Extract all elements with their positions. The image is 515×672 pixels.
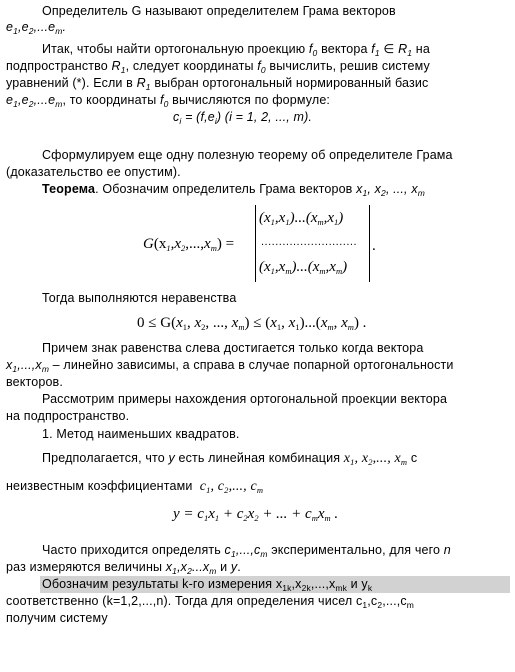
sym: ,	[367, 182, 372, 196]
sub: 0	[260, 65, 266, 75]
text-span: Часто приходится определять	[42, 543, 221, 557]
sym: x	[174, 236, 182, 252]
sub: 1	[120, 65, 126, 75]
sym: ,	[385, 182, 390, 196]
sym: 0 ≤ G	[137, 315, 172, 331]
sub: 1	[13, 99, 18, 109]
sym: x	[411, 182, 418, 196]
text-span: 1. Метод наименьших квадратов.	[42, 427, 240, 441]
sym: x	[204, 236, 211, 252]
text-span: получим систему	[6, 611, 108, 625]
sym: e	[6, 93, 14, 107]
text-span: уравнений (*). Если в	[6, 76, 133, 90]
sym: ,e	[18, 20, 29, 34]
text-line-11	[42, 392, 447, 407]
det-right-bar	[369, 205, 370, 282]
text-span: соответственно (k=1,2,...,n). Тогда для определения чисел	[6, 594, 353, 608]
sym: (x	[153, 236, 167, 252]
text-line-1	[42, 4, 396, 19]
sym: G	[143, 236, 154, 252]
text-line-14: Предполагается, что y есть линейная комбинация $x_1$, $x_2$,..., $x_m$ с	[42, 451, 418, 467]
sym: = (f,e	[181, 110, 215, 124]
text-line-15: неизвестным коэффициентами $c_1$, $c_2$,..., $c_m$	[6, 479, 264, 495]
det-period: .	[372, 238, 376, 254]
sym: n	[443, 543, 451, 557]
linear-combination: $y = c_1x_1 + c_2x_2$ + ... + $c_mx_m$ .	[173, 506, 339, 523]
sub: 2	[181, 243, 186, 253]
text-span: раз измеряются величины	[6, 560, 163, 574]
text-span: . Обозначим определитель Грама векторов	[95, 182, 353, 196]
text-span: на	[415, 42, 430, 56]
text-span: вектора	[321, 42, 368, 56]
text-span: , то координаты	[62, 93, 157, 107]
sym: .	[62, 20, 67, 34]
text-span: Сформулируем еще одну полезную теорему об определителе Грама	[42, 148, 453, 162]
sym: ,e	[18, 93, 29, 107]
text-span: на подпространство.	[6, 409, 130, 423]
text-span: , следует координаты	[125, 59, 254, 73]
text-span: есть линейная комбинация	[178, 451, 341, 465]
text-line-10	[6, 375, 63, 390]
sub: 2	[381, 188, 386, 198]
text-line-8	[42, 341, 424, 356]
text-span: (доказательство ее опустим).	[6, 165, 181, 179]
sym: x	[374, 182, 382, 196]
text-line-9: $x_1,...,x_m$ – линейно зависимы, а справа в случае попарной ортогональности	[6, 358, 454, 374]
formula-ci	[173, 110, 312, 129]
theorem-line: Теорема. Обозначим определитель Грама векторов $x_1$, $x_2$, ..., $x_m$	[42, 182, 425, 198]
sym: f	[371, 42, 375, 56]
text-line-7	[6, 165, 181, 180]
inequality: $0 \le G(x_1$, $x_2$, ..., $x_m) \le (x_1$, $x_1)...(x_m$, $x_m$) .	[137, 315, 367, 332]
text-line-13	[42, 427, 240, 442]
sub: 1	[13, 26, 18, 36]
sym: c	[173, 110, 180, 124]
sub: i	[214, 116, 217, 126]
vector-list-e	[6, 20, 66, 39]
sym: f	[308, 42, 313, 56]
sym: f	[160, 93, 164, 107]
sym: R	[136, 76, 146, 90]
sub: m	[55, 99, 63, 109]
text-line-20	[6, 611, 108, 626]
text-line-12	[6, 409, 129, 424]
sub: i	[179, 116, 182, 126]
sym: R	[111, 59, 121, 73]
text-line-19: соответственно (k=1,2,...,n). Тогда для определения чисел $c_1,c_2,...,c_m$	[6, 594, 414, 610]
sub: 1	[145, 82, 151, 92]
sub: 2	[28, 99, 34, 109]
text-line-18: Обозначим результаты k-го измерения $x_{1k},x_{2k},...,x_{mk}$ и $y_k$	[42, 577, 373, 593]
sym: ) =	[216, 236, 235, 252]
text-line-then	[42, 291, 236, 306]
sub: 1	[407, 48, 413, 58]
gram-lhs: $G(x_1,x_2,...,x_m)$ =	[143, 236, 235, 253]
text-span: с	[410, 451, 418, 465]
text-span: подпространство	[6, 59, 108, 73]
text-line-17: раз измеряются величины $x_1,x_2...x_m$ и y.	[6, 560, 241, 576]
sub: 2	[28, 26, 34, 36]
text-span: Определитель G называют определителем Грама векторов	[42, 4, 396, 18]
sub: 1	[374, 48, 380, 58]
text-span: вычислить, решив систему	[269, 59, 430, 73]
sub: 0	[312, 48, 318, 58]
det-row-2: $(x_1,x_m)...(x_m,x_m)$	[259, 259, 348, 276]
sym: ∈	[383, 42, 395, 56]
det-left-bar	[255, 205, 256, 282]
det-row-1: $(x_1,x_1)...(x_m,x_1)$	[259, 210, 344, 227]
sub: 1	[362, 188, 368, 198]
text-line-6	[42, 148, 453, 163]
text-span: и	[220, 560, 228, 574]
text-span: Итак, чтобы найти ортогональную проекцию	[42, 42, 306, 56]
text-span: Причем знак равенства слева достигается только когда вектора	[42, 341, 424, 355]
text-span: Обозначим результаты k-го измерения	[42, 577, 273, 591]
sym: ,...,	[185, 236, 205, 252]
text-span: Рассмотрим примеры нахождения ортогональной проекции вектора	[42, 392, 448, 406]
text-span: экспериментально, для чего	[271, 543, 441, 557]
text-span: вычисляются по формуле:	[172, 93, 331, 107]
sym: y	[168, 451, 175, 465]
text-span: выбран ортогональный нормированный базис	[154, 76, 429, 90]
sym: ,...e	[33, 20, 56, 34]
theorem-label: Теорема	[42, 182, 96, 196]
sym: f	[257, 59, 261, 73]
sym: x	[356, 182, 363, 196]
text-span: и	[350, 577, 358, 591]
det-row-dots: ...........................	[261, 236, 358, 248]
text-span: – линейно зависимы, а справа в случае попарной ортогональности	[52, 358, 454, 372]
sym: ,...e	[33, 93, 56, 107]
text-span: Предполагается, что	[42, 451, 165, 465]
sub: m	[210, 243, 217, 253]
sub: m	[55, 26, 63, 36]
text-span: Тогда выполняются неравенства	[42, 291, 237, 305]
sym: y	[230, 560, 238, 574]
sym: ≤	[253, 315, 262, 331]
text-span: векторов.	[6, 375, 63, 389]
text-line-16: Часто приходится определять $c_1,...,c_m$ экспериментально, для чего n	[42, 543, 451, 559]
sym: e	[6, 20, 14, 34]
sym: R	[398, 42, 408, 56]
sub: m	[417, 188, 425, 198]
sym: ) (i = 1, 2, ..., m).	[216, 110, 313, 124]
sub: 0	[163, 99, 169, 109]
sub: 1	[166, 243, 171, 253]
text-span: неизвестным коэффициентами	[6, 479, 193, 493]
